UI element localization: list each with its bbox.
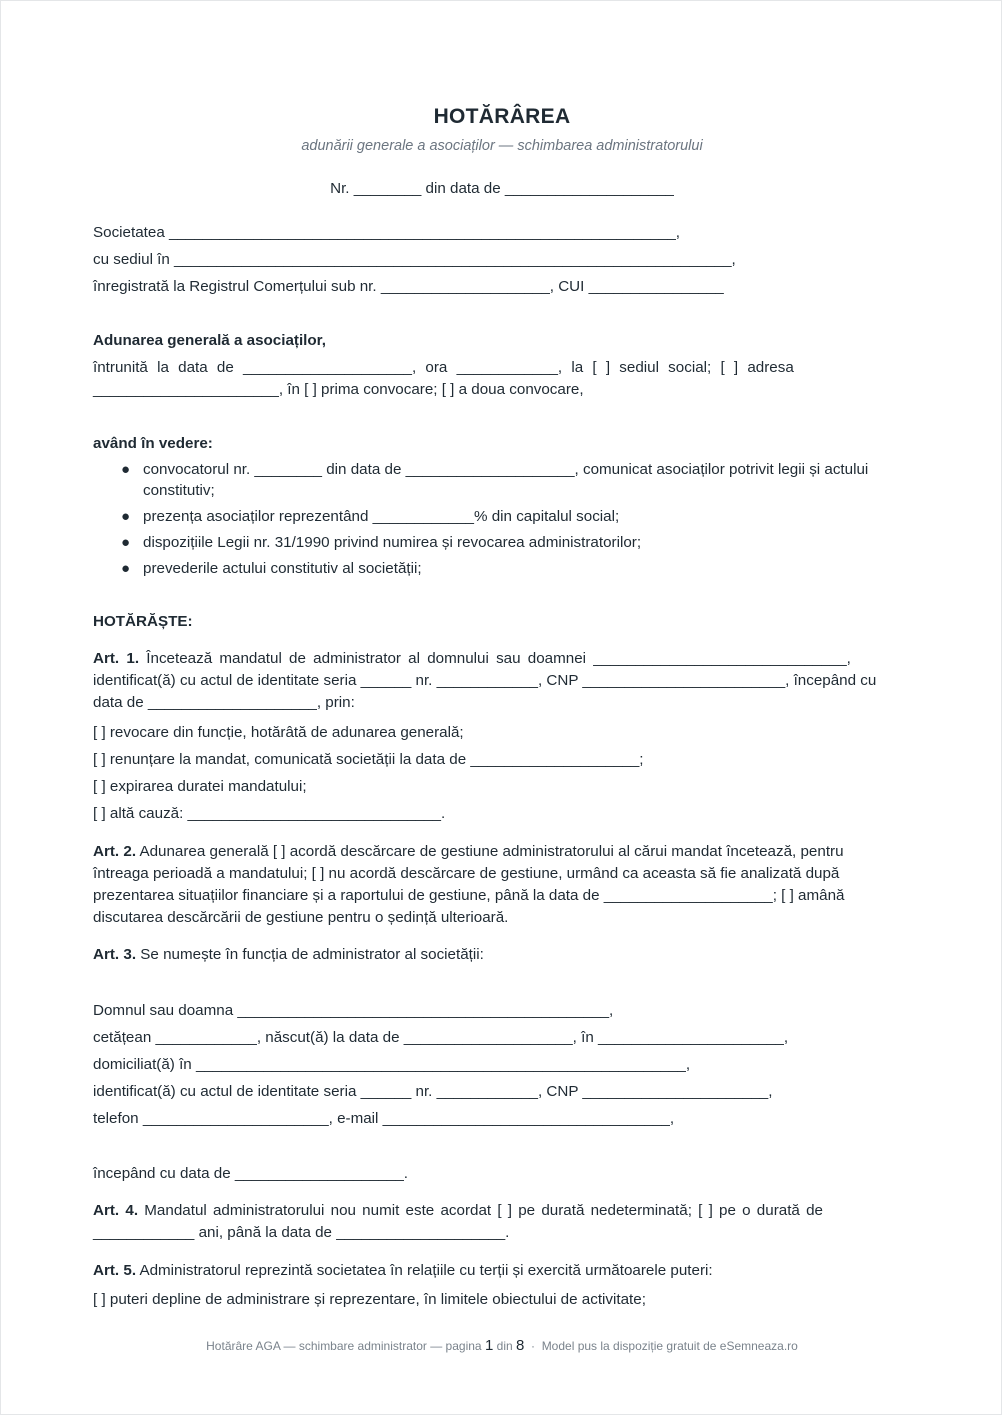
assembly-line-2: ______________________, în [ ] prima convocare; [ ] a doua convocare,	[93, 381, 584, 398]
art4-label: Art. 4.	[93, 1202, 139, 1219]
bullet: ●	[121, 534, 131, 551]
art1-line-2: identificat(ă) cu actul de identitate seria ______ nr. ____________, CNP ________________________, începând cu	[93, 672, 877, 689]
company-seat-line: cu sediul în __________________________________________________________________,	[93, 251, 736, 268]
art5-label: Art. 5.	[93, 1262, 137, 1279]
footer-page-total: 8	[516, 1337, 525, 1354]
art1-label: Art. 1.	[93, 650, 140, 667]
art4-line-2: ____________ ani, până la data de ____________________.	[93, 1224, 510, 1241]
art4-text-1: Mandatul administratorului nou numit este acordat [ ] pe durată nedeterminată; [ ] pe o durată de	[144, 1202, 823, 1219]
bullet: ●	[121, 461, 131, 478]
art2-text-1: Adunarea generală [ ] acordă descărcare de gestiune administratorului al cărui mandat încetează, pentru	[139, 843, 844, 860]
considering-item-1: convocatorul nr. ________ din data de ____________________, comunicat asociaților potrivit legii și actului	[143, 461, 869, 478]
bullet: ●	[121, 508, 131, 525]
new-admin-birth-line: cetățean ____________, născut(ă) la data de ____________________, în ______________________,	[93, 1029, 789, 1046]
new-admin-id-line: identificat(ă) cu actul de identitate seria ______ nr. ____________, CNP ______________________,	[93, 1083, 773, 1100]
art2-line-2: întreaga perioadă a mandatului; [ ] nu acordă descărcare de gestiune, urmând ca aceasta să fie analizată după	[93, 865, 840, 882]
art5-option-1: [ ] puteri depline de administrare și reprezentare, în limitele obiectului de activitate;	[93, 1291, 646, 1308]
bullet: ●	[121, 560, 131, 577]
footer-credit: Model pus la dispoziție gratuit de eSemneaza.ro	[541, 1339, 798, 1353]
art1-text-1: Încetează mandatul de administrator al domnului sau doamnei ______________________________,	[146, 650, 851, 667]
footer-separator: ·	[531, 1339, 536, 1353]
art3-line	[93, 945, 484, 965]
art2-line-3: prezentarea situațiilor financiare și a raportului de gestiune, până la data de ____________________; [ ] amână	[93, 887, 845, 904]
document-title: HOTĂRÂREA	[433, 105, 571, 128]
art1-option-3: [ ] expirarea duratei mandatului;	[93, 778, 307, 795]
new-admin-contact-line: telefon ______________________, e-mail __________________________________,	[93, 1110, 675, 1127]
footer-document-label: Hotărâre AGA — schimbare administrator — pagina	[206, 1339, 482, 1353]
company-registration-line: înregistrată la Registrul Comerțului sub nr. ____________________, CUI ________________	[93, 278, 724, 295]
considering-item-3: dispozițiile Legii nr. 31/1990 privind numirea și revocarea administratorilor;	[143, 534, 642, 551]
footer-of: din	[496, 1339, 513, 1353]
art1-option-2: [ ] renunțare la mandat, comunicată societății la data de ____________________;	[93, 751, 644, 768]
new-admin-name-line: Domnul sau doamna ____________________________________________,	[93, 1002, 614, 1019]
art2-label: Art. 2.	[93, 843, 137, 860]
art1-option-1: [ ] revocare din funcție, hotărâtă de adunarea generală;	[93, 724, 464, 741]
considering-heading: având în vedere:	[93, 435, 213, 452]
new-admin-start-line: începând cu data de ____________________.	[93, 1165, 409, 1182]
art2-line-4: discutarea descărcării de gestiune pentru o ședință ulterioară.	[93, 909, 509, 926]
considering-item-4: prevederile actului constitutiv al societății;	[143, 560, 422, 577]
art5-line	[93, 1261, 713, 1281]
art1-line-1	[93, 649, 851, 669]
document-subtitle: adunării generale a asociaților — schimbarea administratorului	[301, 138, 703, 154]
art3-label: Art. 3.	[93, 946, 137, 963]
considering-item-1-cont: constitutiv;	[143, 482, 215, 499]
art1-option-4: [ ] altă cauză: ______________________________.	[93, 805, 446, 822]
decides-heading: HOTĂRĂȘTE:	[93, 613, 193, 630]
art5-text: Administratorul reprezintă societatea în relațiile cu terții și exercită următoarele puteri:	[139, 1262, 713, 1279]
number-line: Nr. ________ din data de ____________________	[330, 180, 674, 197]
art1-line-3: data de ____________________, prin:	[93, 694, 355, 711]
assembly-heading: Adunarea generală a asociaților,	[93, 332, 326, 349]
art3-text: Se numește în funcția de administrator al societății:	[140, 946, 484, 963]
company-name-line: Societatea ____________________________________________________________,	[93, 224, 681, 241]
new-admin-address-line: domiciliat(ă) în __________________________________________________________,	[93, 1056, 691, 1073]
footer-page-number: 1	[484, 1337, 494, 1354]
considering-item-2: prezența asociaților reprezentând ____________% din capitalul social;	[143, 508, 620, 525]
art2-line-1	[93, 842, 844, 862]
art4-line-1	[93, 1201, 823, 1221]
page-footer	[1, 1337, 1002, 1354]
assembly-line-1: întrunită la data de ____________________, ora ____________, la [ ] sediul social; [ ] adresa	[93, 359, 794, 376]
